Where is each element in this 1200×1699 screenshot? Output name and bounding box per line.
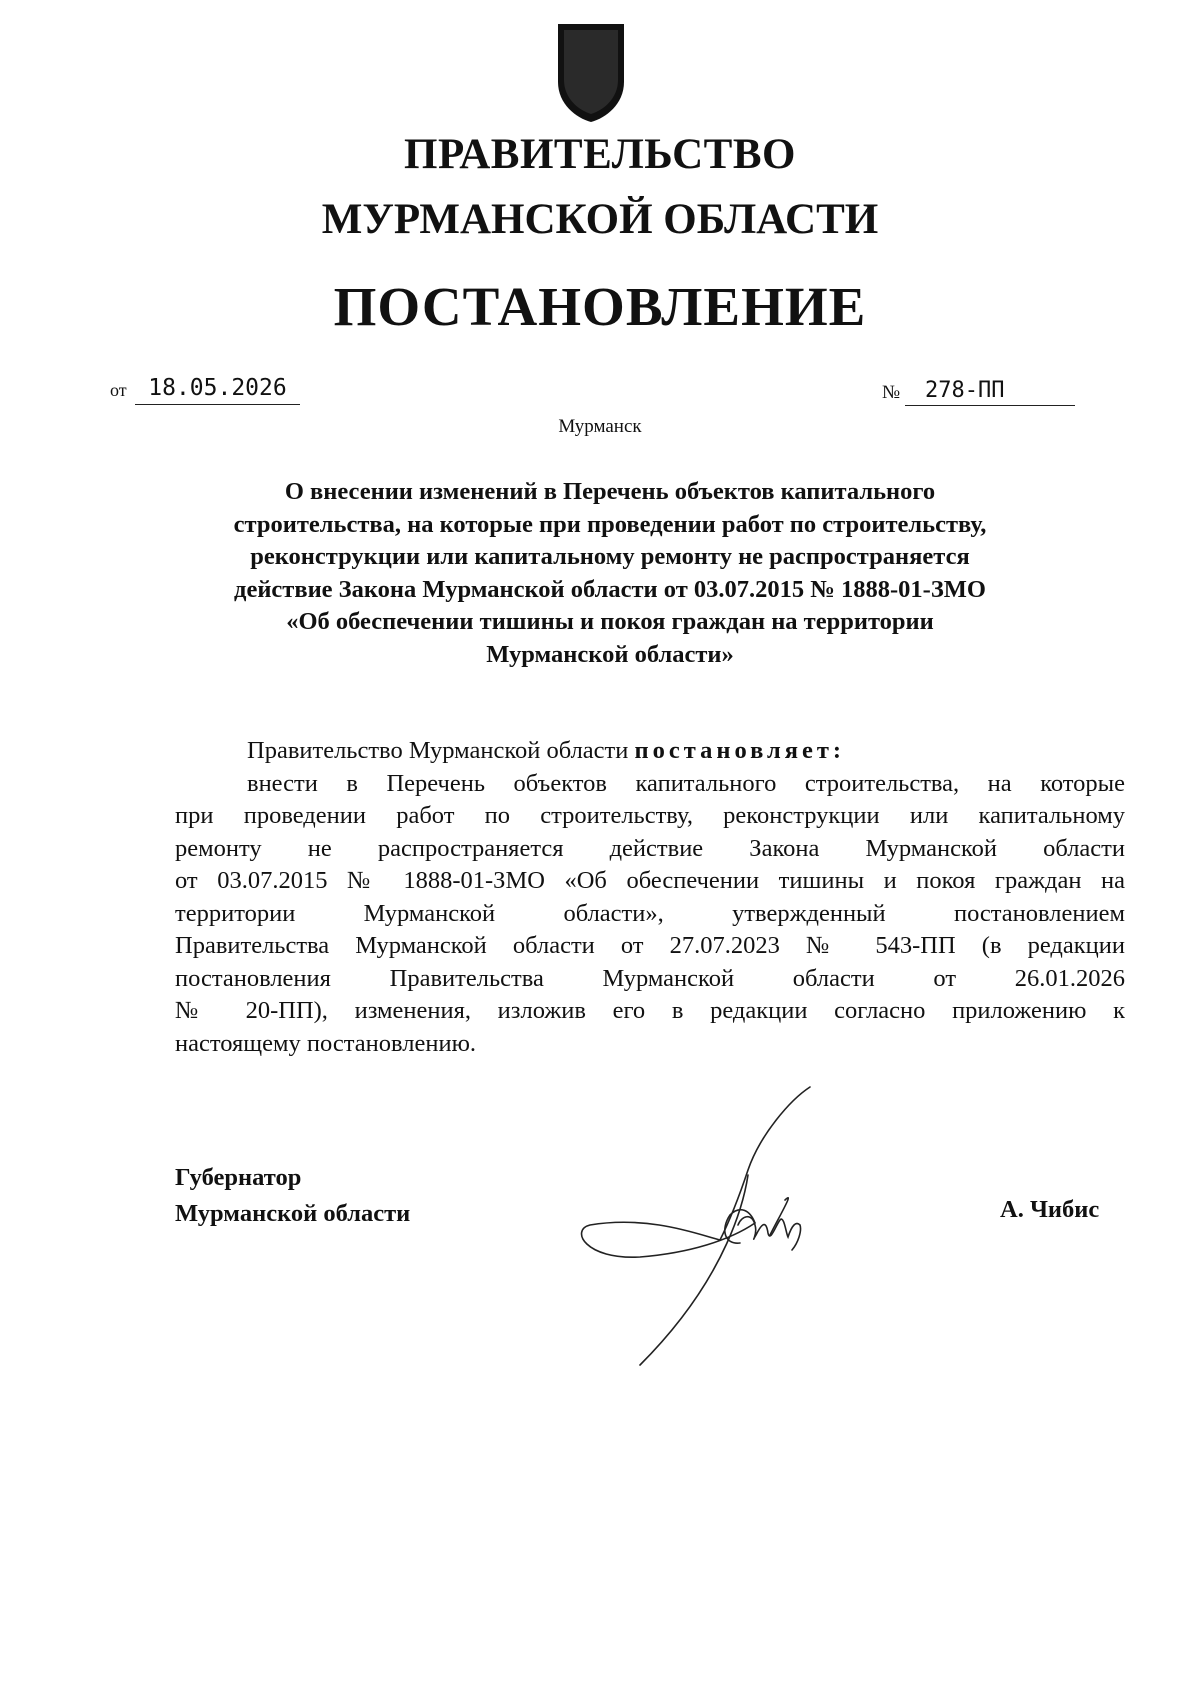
- date-label: от: [110, 380, 127, 400]
- decree-intro-text: Правительство Мурманской области: [247, 737, 629, 764]
- body-line: настоящему постановлению.: [175, 1029, 476, 1057]
- decree-word: постановляет: [634, 737, 833, 764]
- title-line: действие Закона Мурманской области от 03.07.2015 № 1888-01-ЗМО: [234, 575, 986, 603]
- title-line: строительства, на которые при проведении работ по строительству,: [233, 510, 987, 538]
- decree-punctuation: :: [832, 737, 846, 764]
- document-body: [175, 735, 1125, 1060]
- organization-name-line1: ПРАВИТЕЛЬСТВО: [404, 131, 796, 178]
- number-label: №: [882, 382, 901, 403]
- document-date: 18.05.2026: [135, 374, 300, 405]
- signatory-title-line1: Губернатор: [175, 1164, 302, 1191]
- document-title: [190, 476, 1030, 671]
- title-line: реконструкции или капитальному ремонту не распространяется: [250, 543, 970, 570]
- title-line: О внесении изменений в Перечень объектов капитального: [284, 478, 936, 505]
- body-line: ремонту не распространяется действие Закона Мурманской области: [175, 834, 1125, 862]
- body-line: внести в Перечень объектов капитального строительства, на которые: [247, 769, 1125, 797]
- organization-name-line2: МУРМАНСКОЙ ОБЛАСТИ: [321, 196, 879, 243]
- document-type: ПОСТАНОВЛЕНИЕ: [333, 276, 867, 337]
- signatory-name: А. Чибис: [1000, 1196, 1100, 1223]
- handwritten-signature-icon: [580, 1075, 880, 1375]
- body-line: территории Мурманской области», утвержденный постановлением: [175, 899, 1125, 927]
- body-line: от 03.07.2015 № 1888-01-ЗМО «Об обеспечении тишины и покоя граждан на: [175, 867, 1125, 894]
- title-line: Мурманской области»: [486, 640, 734, 668]
- title-line: «Об обеспечении тишины и покоя граждан на территории: [286, 608, 934, 635]
- body-line: № 20-ПП), изменения, изложив его в редакции согласно приложению к: [175, 997, 1125, 1024]
- coat-of-arms-icon: [556, 22, 626, 124]
- body-line: постановления Правительства Мурманской области от 26.01.2026: [175, 964, 1125, 992]
- body-line: Правительства Мурманской области от 27.07.2023 № 543-ПП (в редакции: [175, 932, 1125, 959]
- document-number: 278-ПП: [905, 378, 1075, 406]
- body-line: при проведении работ по строительству, реконструкции или капитальному: [175, 802, 1125, 829]
- signatory-title-line2: Мурманской области: [175, 1200, 411, 1227]
- city-name: Мурманск: [558, 416, 642, 437]
- decree-intro: [175, 735, 1125, 768]
- signatory-title: [175, 1160, 410, 1232]
